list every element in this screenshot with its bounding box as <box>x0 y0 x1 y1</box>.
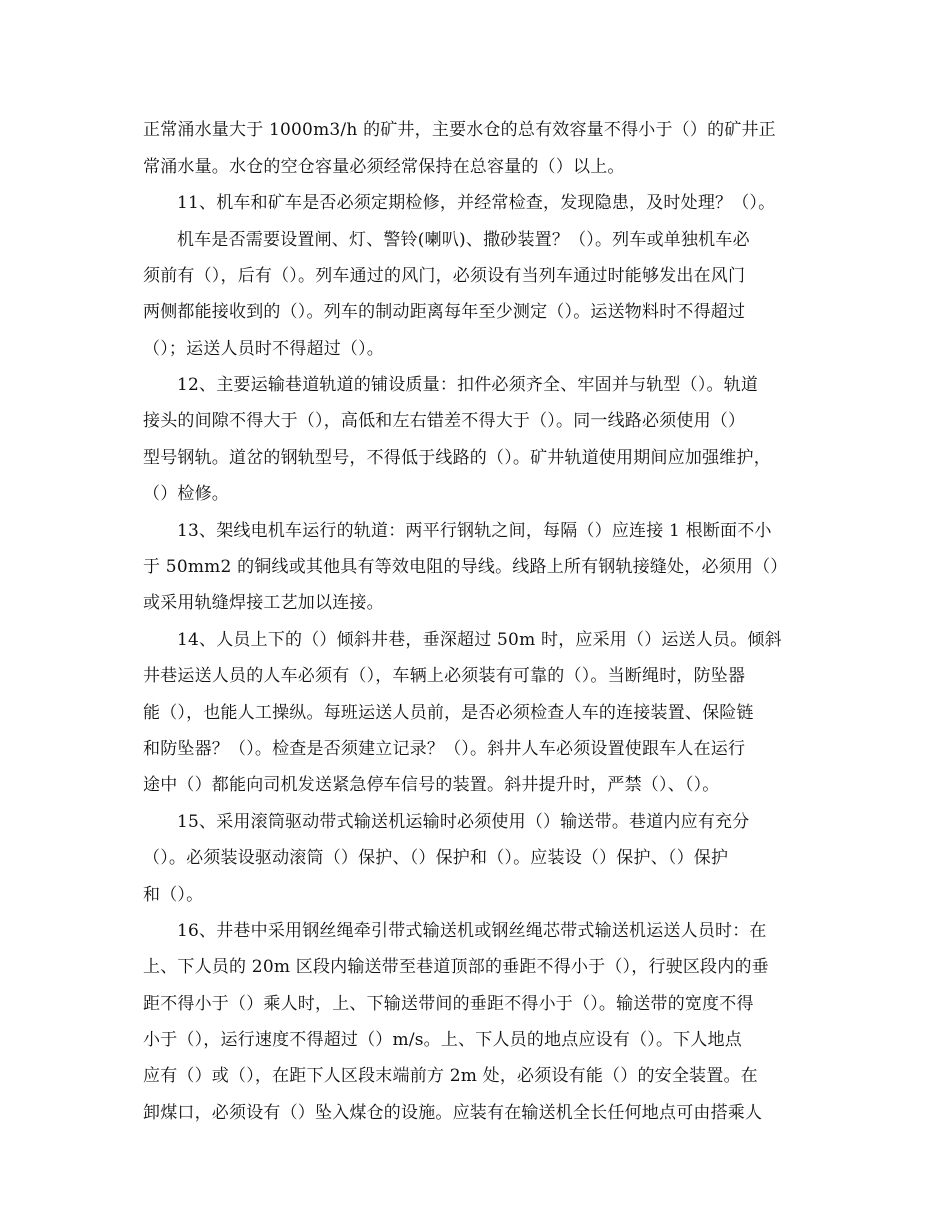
text-line: 小于（），运行速度不得超过（）m/s。上、下人员的地点应设有（）。下人地点 <box>143 1030 742 1050</box>
text-line: （）；运送人员时不得超过（）。 <box>143 339 384 359</box>
text-line: 正常涌水量大于 1000m3/h 的矿井，主要水仓的总有效容量不得小于（）的矿井正 <box>143 120 776 140</box>
text-line: 常涌水量。水仓的空仓容量必须经常保持在总容量的（）以上。 <box>143 157 625 177</box>
text-line: 上、下人员的 20m 区段内输送带至巷道顶部的垂距不得小于（），行驶区段内的垂 <box>143 957 769 977</box>
text-line: 两侧都能接收到的（）。列车的制动距离每年至少测定（）。运送物料时不得超过 <box>143 302 746 322</box>
text-line: 距不得小于（）乘人时，上、下输送带间的垂距不得小于（）。输送带的宽度不得 <box>143 994 754 1014</box>
text-line: 途中（）都能向司机发送紧急停车信号的装置。斜井提升时，严禁（）、（）。 <box>143 775 720 795</box>
text-line: 型号钢轨。道岔的钢轨型号，不得低于线路的（）。矿井轨道使用期间应加强维护， <box>143 448 771 468</box>
text-line: 于 50mm2 的铜线或其他具有等效电阻的导线。线路上所有钢轨接缝处，必须用（） <box>143 557 788 577</box>
text-line: （）检修。 <box>143 484 229 504</box>
text-line: 和（）。 <box>143 885 204 905</box>
text-line: 卸煤口，必须设有（）坠入煤仓的设施。应装有在输送机全长任何地点可由搭乘人 <box>143 1103 763 1123</box>
text-line: （）。必须装设驱动滚筒（）保护、（）保护和（）。应装设（）保护、（）保护 <box>143 848 729 868</box>
text-line: 能（），也能人工操纵。每班运送人员前，是否必须检查人车的连接装置、保险链 <box>143 703 754 723</box>
text-line: 井巷运送人员的人车必须有（），车辆上必须装有可靠的（）。当断绳时，防坠器 <box>143 666 746 686</box>
question-16-line: 16、井巷中采用钢丝绳牵引带式输送机或钢丝绳芯带式输送机运送人员时：在 <box>177 921 767 941</box>
text-line: 机车是否需要设置闸、灯、警铃(喇叭)、撒砂装置？（）。列车或单独机车必 <box>177 230 750 250</box>
question-15-line: 15、采用滚筒驱动带式输送机运输时必须使用（）输送带。巷道内应有充分 <box>177 812 750 832</box>
question-12-line: 12、主要运输巷道轨道的铺设质量：扣件必须齐全、牢固并与轨型（）。轨道 <box>177 375 759 395</box>
text-line: 须前有（），后有（）。列车通过的风门，必须设有当列车通过时能够发出在风门 <box>143 266 746 286</box>
text-line: 或采用轨缝焊接工艺加以连接。 <box>143 593 384 613</box>
question-14-line: 14、人员上下的（）倾斜井巷，垂深超过 50m 时，应采用（）运送人员。倾斜 <box>177 630 782 650</box>
text-line: 应有（）或（），在距下人区段末端前方 2m 处，必须设有能（）的安全装置。在 <box>143 1066 758 1086</box>
text-line: 接头的间隙不得大于（），高低和左右错差不得大于（）。同一线路必须使用（） <box>143 411 746 431</box>
question-11-line: 11、机车和矿车是否必须定期检修，并经常检查，发现隐患，及时处理？（）。 <box>177 193 776 213</box>
question-13-line: 13、架线电机车运行的轨道：两平行钢轨之间，每隔（）应连接 1 根断面不小 <box>177 521 772 541</box>
text-line: 和防坠器？（）。检查是否须建立记录？（）。斜井人车必须设置使跟车人在运行 <box>143 739 746 759</box>
